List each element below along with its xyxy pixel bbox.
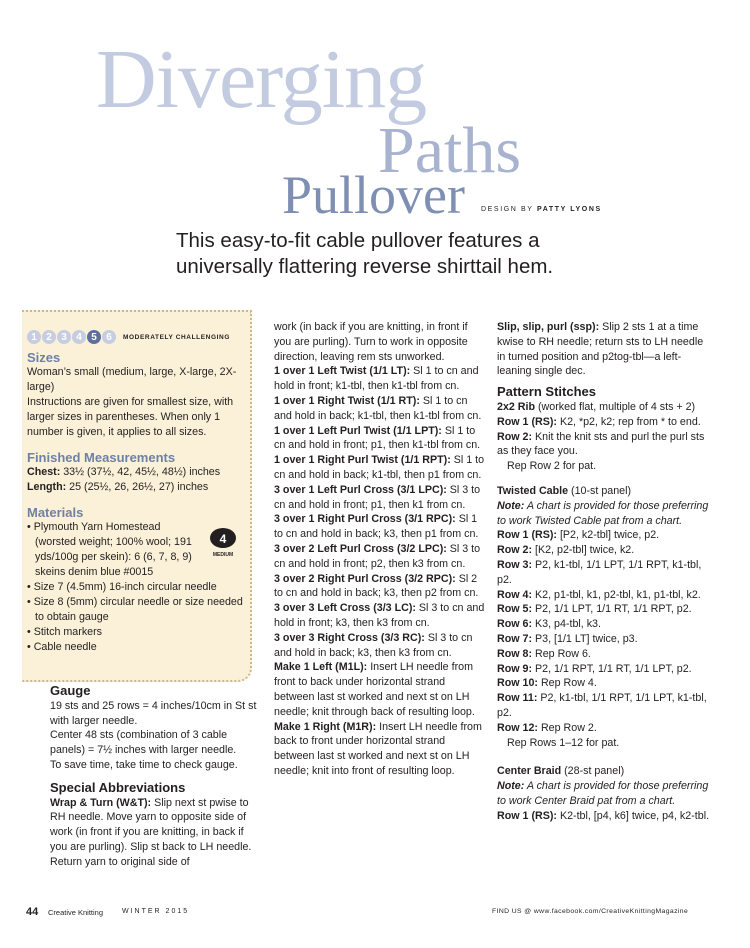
ssp-text: Slip 2 sts 1 at a time kwise to RH needle; return sts to LH needle in turned position and p2tog-tbl—a left-leaning single dec. [497,321,704,378]
design-by-prefix: DESIGN BY [481,206,537,213]
length-line [27,480,250,495]
rib-repeat: Rep Row 2 for pat. [507,460,597,473]
row-label: Row 4: [497,588,533,601]
wrap-turn-entry [50,796,262,870]
tc-row [497,588,712,603]
row-label: Row 10: [497,677,538,690]
tc-row [497,662,712,677]
note-text: A chart is provided for those preferring to work Center Braid pat from a chart. [497,780,709,807]
title-line-2: Paths [378,114,522,187]
row-text: [K2, p2-tbl] twice, k2. [532,544,635,557]
sizes-text: Woman’s small (medium, large, X-large, 2X-large) [27,366,237,393]
find-us-link[interactable]: FIND US @ www.facebook.com/CreativeKnittingMagazine [492,908,689,915]
skill-dot-3: 3 [57,330,71,344]
center-braid-sub: (28-st panel) [561,765,625,778]
row-label: Row 5: [497,603,533,616]
materials-heading: Materials [27,505,84,520]
abbr-text: Sl 3 to cn and hold in front; p1, then k1 from cn. [274,483,481,511]
center-braid-note [497,779,712,809]
abbreviations-heading: Special Abbreviations [50,779,186,795]
row-text: K3, p4-tbl, k3. [532,618,601,631]
row-text: K2, *p2, k2; rep from * to end. [556,415,701,428]
skill-dot-5-selected: 5 [87,330,101,344]
abbr-text: Sl 1 to cn and hold in back; k1-tbl, then p1 from cn. [274,454,485,481]
rib-title-line [497,400,712,415]
row-label: Row 2: [497,544,533,557]
row-text: [P2, k2-tbl] twice, p2. [556,529,660,542]
skill-label: MODERATELY CHALLENGING [123,333,230,341]
abbr-label: 1 over 1 Left Twist (1/1 LT): [274,365,411,378]
wrap-turn-text: Slip next st pwise to RH needle. Move yarn to opposite side of work (in front if you are knitting, in back if you are purling). Slip st back to LH needle. Return yarn to original side of [50,796,252,868]
abbr-entry [274,453,486,483]
row-label: Row 1 (RS): [497,529,557,542]
finished-heading: Finished Measurements [27,450,176,465]
tc-row [497,602,712,617]
row-text: P2, k1-tbl, 1/1 RPT, 1/1 LPT, k1-tbl, p2. [497,692,707,719]
row-text: P3, [1/1 LT] twice, p3. [532,632,638,645]
rib-title: 2x2 Rib [497,400,536,413]
material-cable-needle: • Cable needle [27,641,97,653]
footer [0,906,750,926]
twisted-cable-note [497,499,712,529]
yarn-weight-label: MEDIUM [212,552,234,558]
tc-row [497,558,712,588]
row-label: Row 11: [497,692,538,705]
abbr-label: 3 over 1 Right Purl Cross (3/1 RPC): [274,513,456,526]
tc-row [497,691,712,721]
issue-date: WINTER 2015 [122,908,190,915]
column-2 [274,320,486,779]
chest-label: Chest: [27,466,61,478]
wrap-turn-label: Wrap & Turn (W&T): [50,796,152,809]
rib-row [497,415,712,430]
abbr-label: 3 over 3 Right Cross (3/3 RC): [274,631,425,644]
note-label: Note: [497,780,525,793]
row-label: Row 1 (RS): [497,415,557,428]
rib-sub: (worked flat, multiple of 4 sts + 2) [535,400,696,413]
title-line-1: Diverging [96,33,427,126]
column-3 [497,320,712,824]
material-needle-7: • Size 7 (4.5mm) 16-inch circular needle [27,581,217,593]
twisted-cable-title: Twisted Cable [497,484,569,497]
wrap-turn-continued: work (in back if you are knitting, in front if you are purling). Turn to work in opposite direction, leaving rem sts unworked. [274,321,468,363]
row-text: P2, 1/1 LPT, 1/1 RT, 1/1 RPT, p2. [532,603,692,616]
tc-row [497,647,712,662]
row-text: K2, p1-tbl, k1, p2-tbl, k1, p1-tbl, k2. [532,588,701,601]
row-text: Rep Row 6. [532,647,591,660]
note-text: A chart is provided for those preferring to work Twisted Cable pat from a chart. [497,499,709,527]
ssp-label: Slip, slip, purl (ssp): [497,321,600,333]
abbr-text: Insert LH needle from front to back under horizontal strand between last st worked and next st on LH needle; knit through back of resulting loop. [274,661,475,718]
skill-dot-6: 6 [102,330,116,344]
column-1 [50,684,262,870]
abbr-entry [274,542,486,572]
abbr-text: Insert LH needle from back to front under horizontal strand between last st worked and next st on LH needle; knit into front of resulting loop. [274,720,482,777]
ssp-entry [497,320,712,379]
sizes-note: Instructions are given for smallest size, with larger sizes in parentheses. When only 1 number is given, it applies to all sizes. [27,396,234,438]
abbr-label: 3 over 2 Left Purl Cross (3/2 LPC): [274,542,447,555]
material-needle-8: • Size 8 (5mm) circular needle or size needed to obtain gauge [27,596,243,623]
note-label: Note: [497,499,525,512]
abbr-text: Sl 3 to cn and hold in back; k3, then k3 from cn. [274,631,473,659]
abbr-entry [274,394,486,424]
skill-level [27,330,250,344]
chest-line [27,465,250,480]
row-text: P2, k1-tbl, 1/1 LPT, 1/1 RPT, k1-tbl, p2. [497,558,702,586]
subtitle: This easy-to-fit cable pullover features a universally flattering reverse shirttail hem. [176,229,554,278]
abbr-label: 3 over 1 Left Purl Cross (3/1 LPC): [274,483,447,496]
tc-row [497,617,712,632]
abbr-text: Sl 2 to cn and hold in back; k3, then p2 from cn. [274,572,479,600]
design-by [481,206,602,213]
material-markers: • Stitch markers [27,626,103,638]
abbr-entry [274,631,486,661]
row-text: Rep Row 4. [537,677,597,690]
abbr-entry [274,483,486,513]
abbr-text: Sl 1 to cn and hold in back; k3, then p1 from cn. [274,513,479,541]
abbr-entry [274,424,486,454]
material-yarn: • Plymouth Yarn Homestead (worsted weight; 100% wool; 191 yds/100g per skein): 6 (6, 7, 8, 9) skeins denim blue #0015 [27,521,192,578]
tc-repeat: Rep Rows 1–12 for pat. [507,736,620,749]
row-text: Rep Row 2. [537,721,597,734]
tc-row [497,543,712,558]
abbr-text: Sl 1 to cn and hold in front; k1-tbl, then k1-tbl from cn. [274,365,479,393]
rib-row [497,430,712,460]
row-label: Row 9: [497,662,533,675]
row-text: P2, 1/1 RPT, 1/1 RT, 1/1 LPT, p2. [532,662,692,675]
page-number: 44 [26,906,39,918]
row-text: Knit the knit sts and purl the purl sts as they face you. [497,430,705,458]
skill-dot-4: 4 [72,330,86,344]
abbr-entry [274,364,486,394]
abbr-entry [274,660,486,719]
abbr-text: Sl 3 to cn and hold in front; p2, then k3 from cn. [274,542,481,570]
row-label: Row 1 (RS): [497,809,557,822]
row-label: Row 12: [497,721,538,734]
row-text: K2-tbl, [p4, k6] twice, p4, k2-tbl. [556,809,710,822]
tc-row [497,676,712,691]
abbr-entry [274,601,486,631]
skill-dot-1: 1 [27,330,41,344]
tc-row [497,632,712,647]
abbr-text: Sl 3 to cn and hold in front; k3, then k3 from cn. [274,602,485,629]
abbr-entry [274,720,486,779]
sidebar-box [22,310,252,682]
gauge-text-3: To save time, take time to check gauge. [50,758,238,771]
abbr-label: 1 over 1 Right Purl Twist (1/1 RPT): [274,454,451,467]
chest-value: 33½ (37½, 42, 45½, 48½) inches [60,466,221,478]
row-label: Row 8: [497,647,533,660]
center-braid-title: Center Braid [497,765,562,778]
length-label: Length: [27,481,67,493]
abbr-text: Sl 1 to cn and hold in front; p1, then k1-tbl from cn. [274,424,481,452]
abbr-entry [274,512,486,542]
cb-row [497,809,712,824]
abbr-entry [274,572,486,602]
pattern-stitches-heading: Pattern Stitches [497,384,596,400]
abbr-label: 1 over 1 Right Twist (1/1 RT): [274,394,420,407]
row-label: Row 2: [497,430,533,443]
abbr-label: Make 1 Left (M1L): [274,661,368,674]
twisted-cable-title-line [497,484,712,499]
yarn-weight-icon [206,524,240,558]
abbr-label: Make 1 Right (M1R): [274,720,377,733]
center-braid-title-line [497,764,712,779]
length-value: 25 (25½, 26, 26½, 27) inches [66,481,209,493]
skill-dot-2: 2 [42,330,56,344]
tc-row [497,528,712,543]
twisted-cable-sub: (10-st panel) [568,484,632,497]
yarn-weight-number: 4 [219,532,227,546]
sizes-heading: Sizes [27,350,61,365]
abbr-label: 1 over 1 Left Purl Twist (1/1 LPT): [274,424,442,437]
row-label: Row 3: [497,558,533,571]
row-label: Row 6: [497,618,533,631]
gauge-heading: Gauge [50,683,91,698]
abbr-text: Sl 1 to cn and hold in back; k1-tbl, then k1-tbl from cn. [274,394,482,422]
designer-name: PATTY LYONS [536,206,602,213]
row-label: Row 7: [497,632,533,645]
gauge-text-1: 19 sts and 25 rows = 4 inches/10cm in St st with larger needle. [50,699,257,727]
magazine-name: Creative Knitting [48,908,104,917]
tc-row [497,721,712,736]
gauge-text-2: Center 48 sts (combination of 3 cable panels) = 7½ inches with larger needle. [50,729,237,757]
abbr-label: 3 over 2 Right Purl Cross (3/2 RPC): [274,572,456,585]
abbr-label: 3 over 3 Left Cross (3/3 LC): [274,602,416,615]
title-line-3: Pullover [282,165,465,225]
